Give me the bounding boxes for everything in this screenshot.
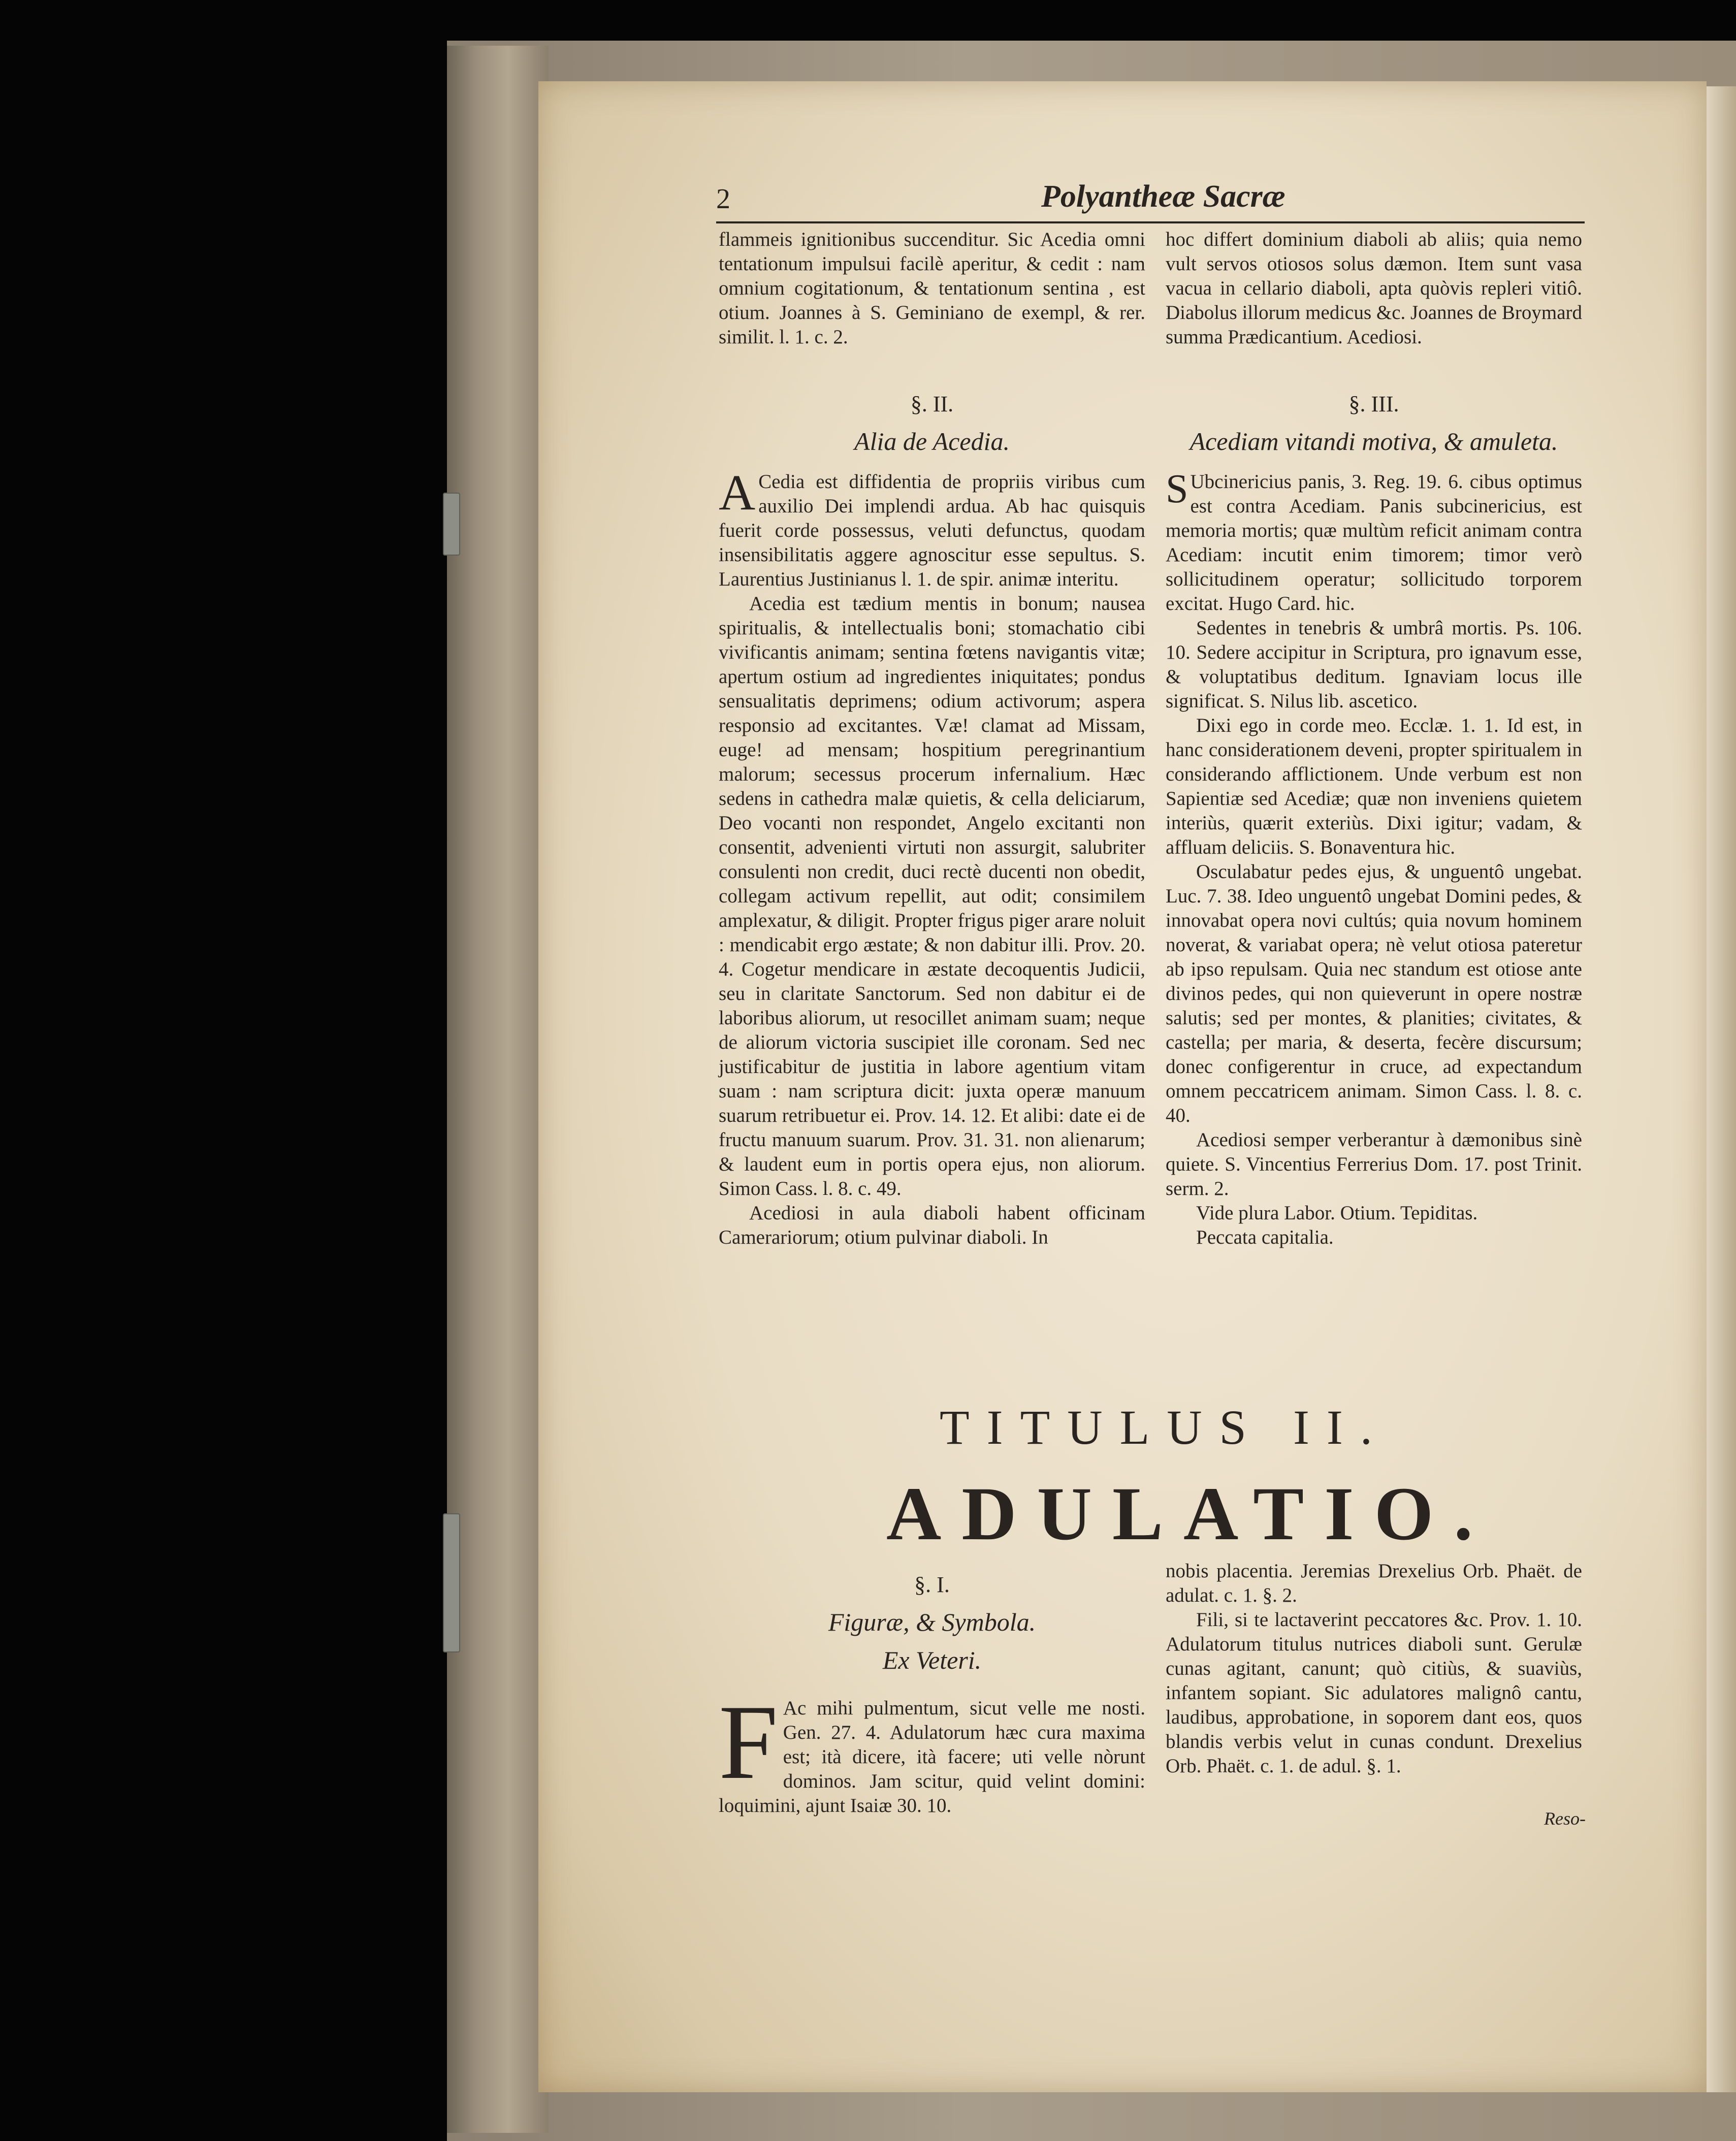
drop-cap-s: S bbox=[1166, 467, 1188, 511]
catchword: Reso- bbox=[1544, 1808, 1586, 1829]
right-paragraph-2: Sedentes in tenebris & umbrâ mortis. Ps. 106. 10. Sedere accipitur in Scriptura, pro ignavum esse, & voluptatibus deditum. Ignaviam locus ille significat. S. Nilus lib. ascetico. bbox=[1166, 617, 1582, 712]
lower-right-paragraph-2: Fili, si te lactaverint peccatores &c. Prov. 1. 10. Adulatorum titulus nutrices diaboli sunt. Gerulæ cunas agitant, canunt; quò citiùs, & suaviùs, infantem sopiant. Sic adulatores malignô cantu, laudibus, approbatione, in soporem dant eos, quos blandis verbis velut in cunas condunt. Drexelius Orb. Phaët. c. 1. de adul. §. 1. bbox=[1166, 1609, 1582, 1777]
left-paragraph-2: Acedia est tædium mentis in bonum; nausea spiritualis, & intellectualis boni; stomachatio cibi vivificantis animam; sentina fœtens navigantis vitæ; apertum ostium ad ingredientes iniquitates; pondus sensualitatis deprimens; odium activorum; aspera responsio ad excitantes. Væ! clamat ad Missam, euge! ad mensam; hospitium peregrinantium malorum; secessus procerum infernalium. Hæc sedens in cathedra malæ quietis, & cella deliciarum, Deo vocanti non respondet, Angelo excitanti non consentit, advenienti virtuti non assurgit, salubriter consulenti non credit, duci rectè ducenti non obedit, collegam activum repellit, aut odit; consimilem amplexatur, & diligit. Propter frigus piger arare noluit : mendicabit ergo æstate; & non dabitur illi. Prov. 20. 4. Cogetur mendicare in æstate decoquentis Judicii, seu in claritate Sanctorum. Sed non dabitur ei de laboribus aliorum, ut resocillet animam suam; neque de aliorum victoria suscipiet ille coronam. Sed nec justificabitur de justitia in labore agentium vitam suam : nam scriptura dicit: juxta operæ manuum suarum retribuetur ei. Prov. 14. 12. Et alibi: date ei de fructu manuum suarum. Prov. 31. 31. non alienarum; & laudent eum in portis opera ejus, non aliorum. Simon Cass. l. 8. c. 49. bbox=[719, 593, 1145, 1199]
left-paragraph-3: Acediosi in aula diaboli habent officinam Camerariorum; otium pulvinar diaboli. In bbox=[719, 1202, 1145, 1248]
lower-right-column bbox=[1166, 1559, 1582, 1778]
section-title-left: Alia de Acedia. bbox=[854, 427, 1010, 456]
book-spine bbox=[447, 46, 549, 2133]
left-paragraph-1: A Cedia est diffidentia de propriis viribus cum auxilio Dei implendi ardua. Ab hac quisquis fuerit corde possessus, veluti defunctus, quodam insensibilitatis aggere agnoscitur esse sepultus. S. Laurentius Justinianus l. 1. de spir. animæ interitu. bbox=[719, 464, 1145, 590]
titulus-heading: TITULUS II. bbox=[940, 1400, 1390, 1454]
lower-right-paragraph-1: nobis placentia. Jeremias Drexelius Orb. Phaët. de adulat. c. 1. §. 2. bbox=[1166, 1560, 1582, 1606]
right-paragraph-1: S Ubcinericius panis, 3. Reg. 19. 6. cibus optimus est contra Acediam. Panis subcinericius, est memoria mortis; quæ multùm reficit animam contra Acediam: incutit enim timorem; timor verò sollicitudinem operatur; sollicitudo torporem excitat. Hugo Card. hic. bbox=[1166, 467, 1582, 614]
clasp-hinge-bottom bbox=[443, 1513, 460, 1652]
section-title-right: Acediam vitandi motiva, & amuleta. bbox=[1190, 427, 1558, 456]
right-paragraph-5: Acediosi semper verberantur à dæmonibus sinè quiete. S. Vincentius Ferrerius Dom. 17. post Trinit. serm. 2. bbox=[1166, 1129, 1582, 1199]
right-column-body bbox=[1166, 467, 1582, 1250]
left-column-body bbox=[719, 464, 1145, 1250]
lower-left-column bbox=[719, 1683, 1145, 1818]
drop-cap-f: F bbox=[719, 1683, 778, 1801]
section-number-right: §. III. bbox=[1348, 392, 1399, 416]
left-top-text: flammeis ignitionibus succenditur. Sic Acedia omni tentationum impulsui facilè aperitur, & cedit : nam omnium cogitationum, & tentationum sentina , est otium. Joannes à S. Geminiano de exempl, & rer. similit. l. 1. c. 2. bbox=[719, 229, 1145, 348]
see-also-2: Peccata capitalia. bbox=[1196, 1226, 1334, 1248]
running-title: Polyantheæ Sacræ bbox=[1041, 179, 1285, 214]
lower-left-paragraph: F Ac mihi pulmentum, sicut velle me nosti. Gen. 27. 4. Adulatorum hæc cura maxima est; ità dicere, ità facere; uti velle nòrunt dominos. Jam scitur, quid velint domini: loquimini, ajunt Isaiæ 30. 10. bbox=[719, 1683, 1145, 1816]
section-subtitle-lower: Ex Veteri. bbox=[882, 1646, 982, 1674]
section-number-left: §. II. bbox=[910, 392, 954, 416]
header-rule bbox=[716, 221, 1585, 223]
see-also-1: Vide plura Labor. Otium. Tepiditas. bbox=[1196, 1202, 1478, 1224]
page-number: 2 bbox=[716, 183, 730, 215]
drop-cap-a: A bbox=[719, 464, 756, 521]
section-title-lower: Figuræ, & Symbola. bbox=[828, 1608, 1036, 1636]
chapter-heading: ADULATIO. bbox=[886, 1472, 1493, 1556]
right-paragraph-3: Dixi ego in corde meo. Ecclæ. 1. 1. Id est, in hanc considerationem deveni, propter spiritualem in considerando afflictionem. Unde verbum est non Sapientiæ sed Acediæ; quæ non inveniens quietem interiùs, quærit exteriùs. Dixi igitur; vadam, & affluam deliciis. S. Bonaventura hic. bbox=[1166, 715, 1582, 858]
right-paragraph-4: Osculabatur pedes ejus, & unguentô ungebat. Luc. 7. 38. Ideo unguentô ungebat Domini pedes, & innovabat opera novi cultús; quia novum hominem noverat, & variabat opera; nè velut otiosa pateretur ab ipso repulsam. Quia nec standum est otiose ante divinos pedes, qui non quieverunt in opere nostræ salutis; sed per montes, & planities; civitates, & castella; per maria, & deserta, fecère discursum; donec configerentur in cruce, ad expectandum omnem peccatricem animam. Simon Cass. l. 8. c. 40. bbox=[1166, 861, 1582, 1126]
section-number-lower: §. I. bbox=[914, 1572, 950, 1597]
left-column-top bbox=[719, 228, 1145, 349]
right-top-text: hoc differt dominium diaboli ab aliis; quia nemo vult servos otiosos solus dæmon. Item sunt vasa vacua in cellario diaboli, apta quòvis repleri vitiô. Diabolus illorum medicus &c. Joannes de Broymard summa Prædicantium. Acediosi. bbox=[1166, 229, 1582, 348]
right-column-top bbox=[1166, 228, 1582, 349]
clasp-hinge-top bbox=[443, 493, 460, 556]
